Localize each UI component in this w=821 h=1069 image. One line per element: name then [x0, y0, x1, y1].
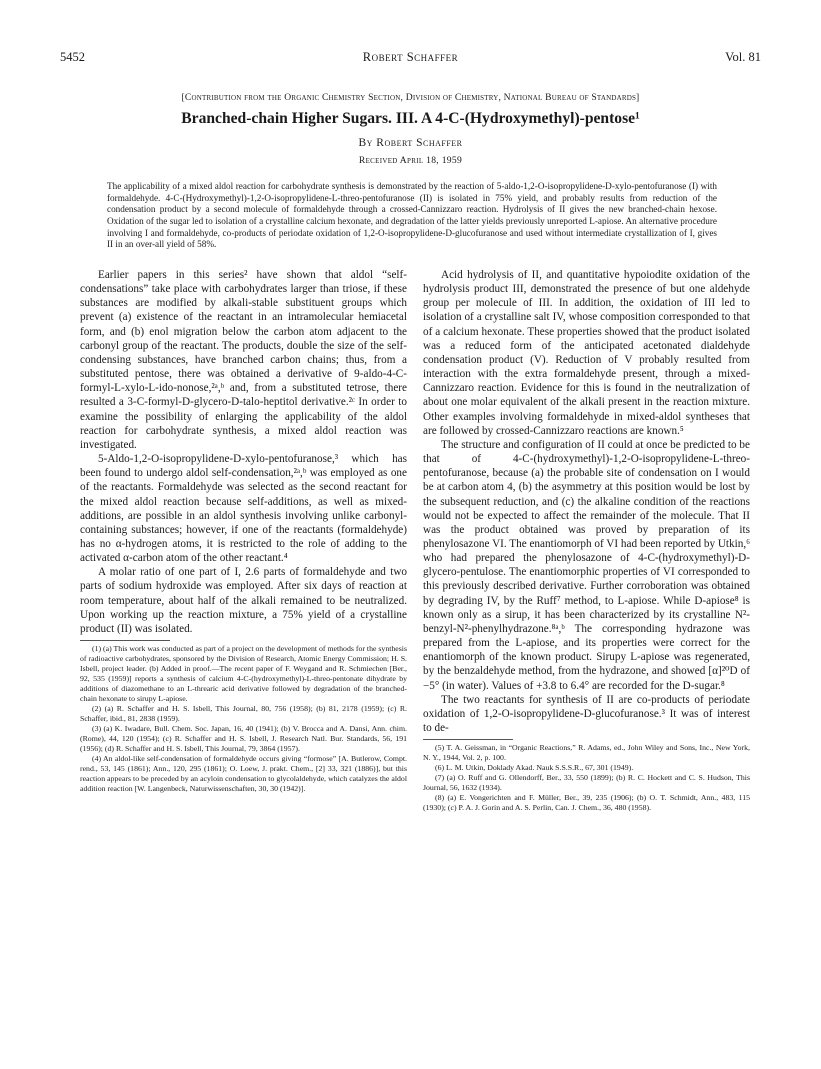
footnote: (6) L. M. Utkin, Doklady Akad. Nauk S.S.S.R., 67, 301 (1949).: [435, 763, 634, 773]
body-paragraph: Acid hydrolysis of II, and quantitative hypoiodite oxidation of the hydrolysis product III, demonstrated the presence of but one aldehyde group per molecule of III. In addition, the oxidation of III led to isolation of a crystalline salt IV, whose composition corresponded to that of a calcium hexonate. These properties showed that the product isolated was a reduced form of the anticipated acetonated dialdehyde condensation product (V). Reduction of V probably resulted from interaction with the extra formaldehyde present, through a mixed-Cannizzaro reaction. Evidence for this is found in the neutralization of about one molar equivalent of the alkali present in the reaction mixture. Other examples involving formaldehyde in mixed-aldol syntheses that are followed by crossed-Cannizzaro reactions are known.⁵: [423, 269, 750, 437]
contribution-line: [Contribution from the Organic Chemistry Section, Division of Chemistry, National Bureau of Standards]: [181, 92, 640, 103]
footnotes: [80, 644, 407, 794]
received-date: Received April 18, 1959: [358, 155, 463, 166]
footnote: (4) An aldol-like self-condensation of formaldehyde occurs giving “formose” [A. Butlerow, Compt. rend., 53, 145 (1861); Ann., 120, 295 (1861); O. Loew, J. prakt. Chem., [2] 33, 321 (1886)], but this reaction appears to be preceded by an acyloin condensation to glycolaldehyde, which catalyzes the aldol addition reaction [W. Langenbeck, Naturwissenschaften, 30, 30 (1942)].: [80, 754, 407, 794]
body-paragraph: 5-Aldo-1,2-O-isopropylidene-D-xylo-pentofuranose,³ which has been found to undergo aldol self-condensation,²ᵃ,ᵇ was employed as one of the reactants. Formaldehyde was selected as the second reactant for the mixed aldol reaction because self-additions, as well as mixed-additions, are possible in an aldol synthesis involving unlike carbonyl-containing substances; however, if one of the reactants (formaldehyde) has no α-hydrogen atoms, it is restricted to the role of adding to the activated α-carbon atom of the other reactant.⁴: [80, 453, 407, 565]
running-title: Robert Schaffer: [362, 50, 459, 64]
body-paragraph: The structure and configuration of II could at once be predicted to be that of 4-C-(hydroxymethyl)-1,2-O-isopropylidene-L-threo-pentofuranose, because (a) the probable site of condensation on I would be at carbon atom 4, (b) the asymmetry at this position would be lost by the subsequent reduction, and (c) the alkaline condition of the reactions would not be expected to affect the remainder of the molecule. That II was the product obtained was proved by preparation of its phenylosazone VI. The enantiomorph of VI had been reported by Utkin,⁶ who had prepared the phenylosazone of 4-C-(hydroxymethyl)-D-glycero-pentulose. The enantiomorphic properties of VI corresponded to this previously described derivative. Further corroboration was obtained by degrading IV, by the Ruff⁷ method, to L-apiose. While D-apiose⁸ is known only as a sirup, it has been characterized by its crystalline N²-benzyl-N²-phenylhydrazone.⁸ᵃ,ᵇ The corresponding hydrazone was prepared from the L-apiose, and its properties were correct for the enantiomorph of the known product. Sirupy L-apiose was regenerated, by the benzaldehyde method, from the hydrazone, and showed [α]²⁰D of −5° (in water). Values of +3.8 to 6.4° are recorded for the D-sugar.⁸: [423, 438, 751, 692]
footnote: (2) (a) R. Schaffer and H. S. Isbell, This Journal, 80, 756 (1958); (b) 81, 2178 (1959); (c) R. Schaffer, ibid., 81, 2838 (1959).: [80, 704, 407, 724]
footnote-divider: [423, 739, 513, 740]
running-header: [60, 50, 761, 68]
body-paragraph: A molar ratio of one part of I, 2.6 parts of formaldehyde and two parts of sodium hydroxide was employed. After six days of reaction at room temperature, about half of the alkali remained to be neutralized. Upon working up the reaction mixture, a 75% yield of a crystalline product (II) was isolated.: [80, 566, 407, 635]
volume-label: Vol. 81: [725, 50, 761, 64]
page-number: 5452: [60, 50, 85, 64]
left-column: [80, 268, 407, 794]
footnote: (5) T. A. Geissman, in “Organic Reactions,” R. Adams, ed., John Wiley and Sons, Inc., New York, N. Y., 1944, Vol. 2, p. 100.: [423, 743, 750, 763]
article-title: Branched-chain Higher Sugars. III. A 4-C-(Hydroxymethyl)-pentose¹: [181, 110, 640, 127]
footnote-divider: [80, 640, 170, 641]
body-paragraph: Earlier papers in this series² have shown that aldol “self-condensations” take place with carbohydrates larger than triose, if these substances are modified by alkali-stable substituent groups which prevent (a) existence of the reactant in an intramolecular hemiacetal form, and (b) enol migration below the carbon atom adjacent to the carbonyl group of the reactant. The products, double the size of the self-condensing substances, have branched carbon chains; thus, from a substituted pentose, there was obtained a derivative of 9-aldo-4-C-formyl-L-xylo-L-ido-nonose,²ᵃ,ᵇ and, from a substituted tetrose, there resulted a 3-C-formyl-D-glycero-D-talo-heptitol derivative.²ᶜ In order to examine the possibility of enlarging the applicability of the aldol reaction for carbohydrate synthesis, a mixed aldol reaction was investigated.: [80, 269, 407, 451]
footnote: (8) (a) E. Vongerichten and F. Müller, Ber., 39, 235 (1906); (b) O. T. Schmidt, Ann., 483, 115 (1930); (c) P. A. J. Gorin and A. S. Perlin, Can. J. Chem., 36, 480 (1958).: [423, 793, 750, 813]
right-column: [423, 268, 750, 813]
body-paragraph: The two reactants for synthesis of II are co-products of periodate oxidation of 1,2-O-isopropylidene-D-glucofuranose.³ It was of interest to de-: [423, 693, 750, 734]
footnote: (3) (a) K. Iwadare, Bull. Chem. Soc. Japan, 16, 40 (1941); (b) V. Brocca and A. Dansi, Ann. chim. (Rome), 44, 120 (1954); (c) R. Schaffer and H. S. Isbell, J. Research Natl. Bur. Standards, 56, 191 (1956); (d) R. Schaffer and H. S. Isbell, This Journal, 79, 3864 (1957).: [80, 724, 407, 754]
footnote: (7) (a) O. Ruff and G. Ollendorff, Ber., 33, 550 (1899); (b) R. C. Hockett and C. S. Hudson, This Journal, 56, 1632 (1934).: [423, 773, 750, 793]
footnote: (1) (a) This work was conducted as part of a project on the development of methods for the synthesis of radioactive carbohydrates, sponsored by the Division of Research, Atomic Energy Commission; H. S. Isbell, project leader. (b) Added in proof.—The recent paper of F. Weygand and R. Schmiechen [Ber., 92, 535 (1959)] reports a synthesis of calcium 4-C-(hydroxymethyl)-L-threo-pentonate dihydrate by additions of diazomethane to an L-threaric acid derivative followed by degradation of the branched-chain hexonate to sirupy L-apiose.: [80, 644, 407, 704]
abstract: The applicability of a mixed aldol reaction for carbohydrate synthesis is demonstrated by the reaction of 5-aldo-1,2-O-isopropylidene-D-xylo-pentofuranose (I) with formaldehyde. 4-C-(Hydroxymethyl)-1,2-O-isopropylidene-L-threo-pentofuranose (II) is isolated in 75% yield, and probably results from reduction of the condensation product by a second molecule of formaldehyde through a crossed-Cannizzaro reaction. Hydrolysis of II gives the new branched-chain hexose. Oxidation of the sugar led to isolation of a crystalline calcium hexonate, and degradation of the latter yields previously unreported L-apiose. An alternative procedure involving I and formaldehyde, co-products of periodate oxidation of 1,2-O-isopropylidene-D-glucofuranose and used without intermediate crystallization of I, gives II in an over-all yield of 58%.: [107, 181, 717, 250]
footnotes: [423, 743, 750, 813]
author-line: By Robert Schaffer: [358, 137, 463, 149]
